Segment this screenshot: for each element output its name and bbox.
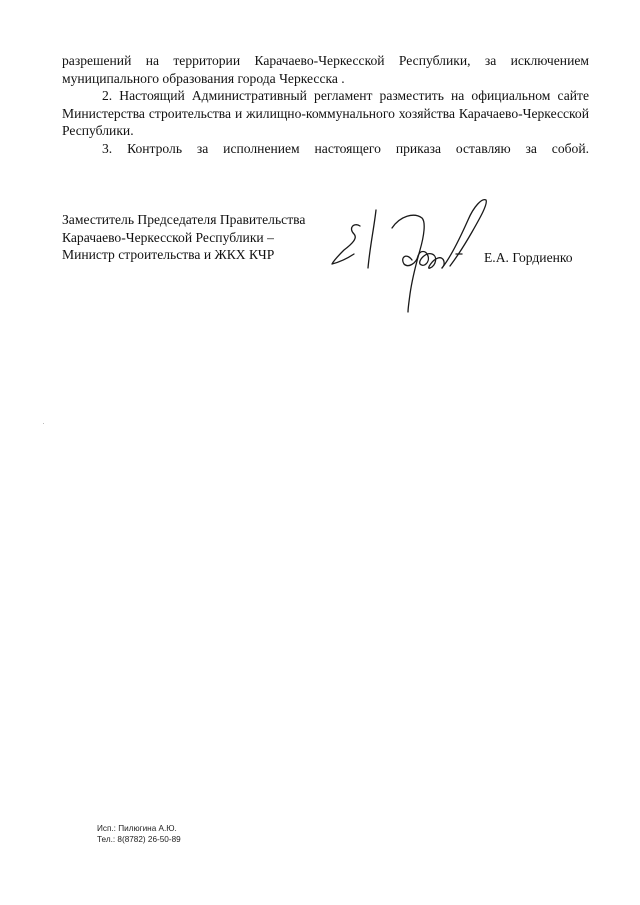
executor-name: Исп.: Пилюгина А.Ю. xyxy=(97,824,177,833)
handwritten-signature xyxy=(330,188,500,316)
position-line: Заместитель Председателя Правительства xyxy=(62,212,306,227)
signature-stroke xyxy=(332,225,360,264)
executor-info xyxy=(97,824,181,845)
signatory-name: Е.А. Гордиенко xyxy=(484,250,573,265)
paragraph-item-3: 3. Контроль за исполнением настоящего приказа оставляю за собой. xyxy=(102,140,589,156)
document-body xyxy=(62,52,589,157)
paragraph-item-2: 2. Настоящий Административный регламент разместить на официальном сайте Министерства строительства и жилищно-коммунального хозяйства Карачаево-Черкесской Республики. xyxy=(62,88,589,138)
paragraph-continuation: разрешений на территории Карачаево-Черкесской Республики, за исключением муниципального образования города Черкесска . xyxy=(62,53,589,86)
signature-stroke xyxy=(368,210,376,268)
executor-phone: Тел.: 8(8782) 26-50-89 xyxy=(97,834,181,844)
position-line: Карачаево-Черкесской Республики – xyxy=(62,229,274,245)
signature-stroke xyxy=(442,200,486,268)
position-line: Министр строительства и ЖКХ КЧР xyxy=(62,247,275,262)
scan-speck xyxy=(43,423,44,424)
signatory-position xyxy=(62,211,352,264)
signature-stroke xyxy=(403,252,444,269)
